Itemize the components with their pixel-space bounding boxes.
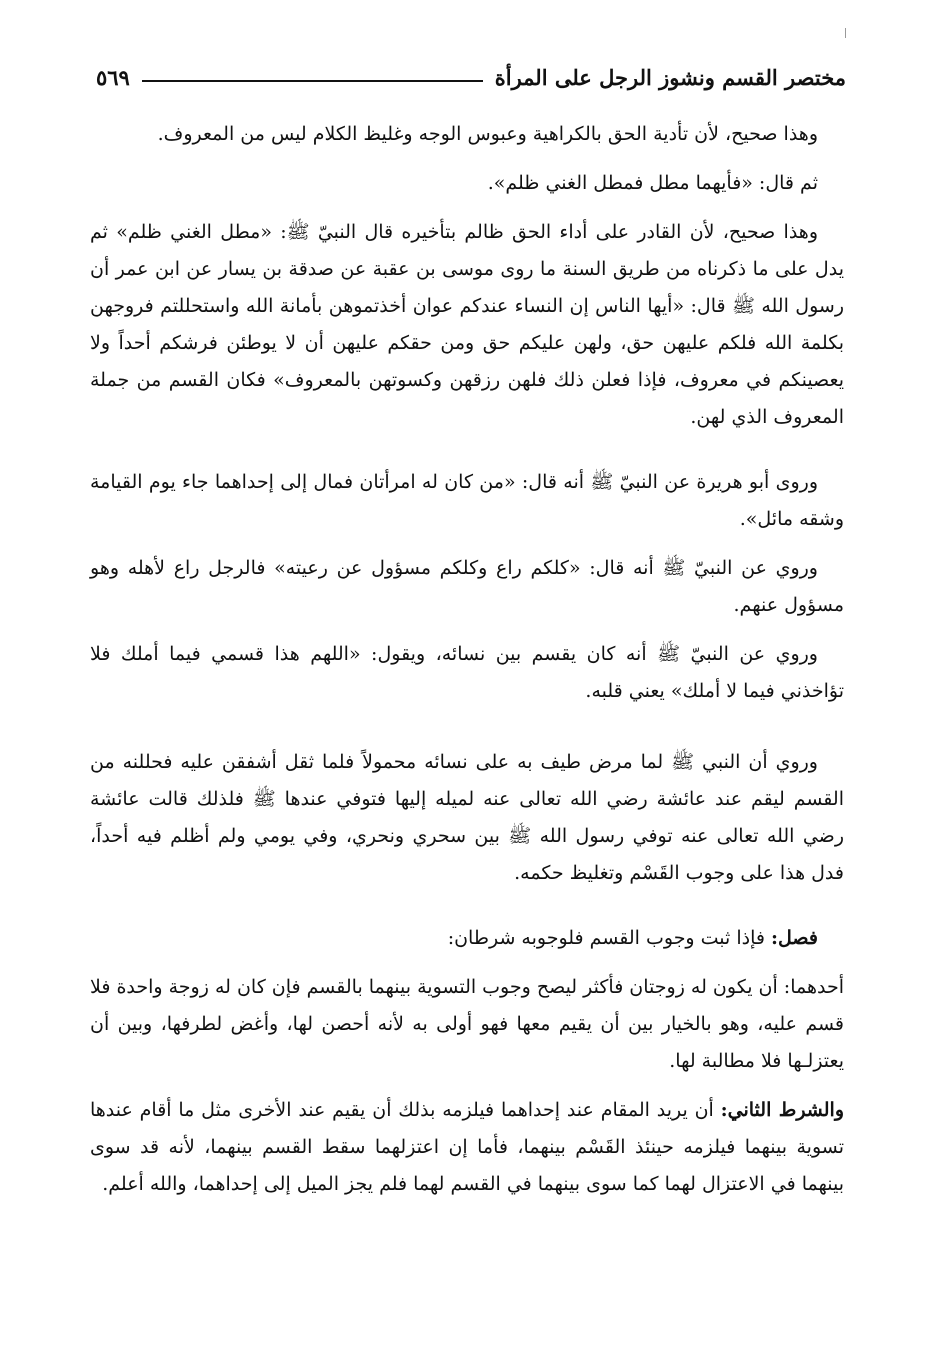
- condition-text: أن يريد المقام عند إحداهما فيلزمه بذلك أن يقيم عند الأخرى مثل ما أقام عندها تسوية بينهما فيلزمه حينئذ القَسْم بينهما، فأما إن اعتزلهما سقط القسم بينهما، لأنه قد سوى بينهما في الاعتزال لهما كما سوى بينهما في القسم لهما فلم يجز الميل إلى إحداهما، والله أعلم.: [90, 1099, 844, 1195]
- section-paragraph: [90, 920, 844, 957]
- paragraph: ثم قال: «فأيهما مطل فمطل الغني ظلم».: [487, 172, 818, 194]
- scan-mark: [845, 28, 846, 38]
- page-header: [96, 58, 846, 96]
- paragraph: أحدهما: أن يكون له زوجتان فأكثر ليصح وجوب التسوية بينهما بالقسم فإن كان له زوجة واحدة فلا قسم عليه، وهو بالخيار بين أن يقيم معها فهو أولى به لأنه أحصن لها، وأغض لطرفها، وبين أن يعتزلـها فلا مطالبة لها.: [90, 976, 844, 1072]
- section-heading: فصل:: [771, 927, 818, 949]
- paragraph: وروي أن النبي ﷺ لما مرض طيف به على نسائه محمولاً فلما ثقل أشفقن عليه فحللنه من القسم ليقم عند عائشة رضي الله تعالى عنه لميله إليها فتوفي عندها ﷺ فلذلك قالت عائشة رضي الله تعالى عنه توفي رسول الله ﷺ بين سحري ونحري، وفي يومي ولم أظلم فيه أحداً، فدل هذا على وجوب القَسْم وتغليظ حكمه.: [90, 751, 844, 884]
- header-rule: [142, 80, 483, 82]
- running-title: مختصر القسم ونشوز الرجل على المرأة: [494, 64, 846, 90]
- page-number: ٥٦٩: [96, 64, 130, 90]
- paragraph: وهذا صحيح، لأن تأدية الحق بالكراهية وعبوس الوجه وغليظ الكلام ليس من المعروف.: [157, 123, 818, 145]
- condition-heading: والشرط الثاني:: [720, 1099, 844, 1121]
- paragraph: وروى أبو هريرة عن النبيّ ﷺ أنه قال: «من كان له امرأتان فمال إلى إحداهما جاء يوم القيامة وشقه مائل».: [90, 471, 844, 530]
- paragraph: وروي عن النبيّ ﷺ أنه كان يقسم بين نسائه، ويقول: «اللهم هذا قسمي فيما أملك فلا تؤاخذني فيما لا أملك» يعني قلبه.: [90, 643, 844, 702]
- section-text: فإذا ثبت وجوب القسم فلوجوبه شرطان:: [447, 927, 772, 949]
- paragraph: وهذا صحيح، لأن القادر على أداء الحق ظالم بتأخيره قال النبيّ ﷺ: «مطل الغني ظلم» ثم يدل على ما ذكرناه من طريق السنة ما روى موسى بن عقبة عن صدقة بن يسار عن ابن عمر أن رسول الله ﷺ قال: «أيها الناس إن النساء عندكم عوان أخذتموهن بأمانة الله واستحللتم فروجهن بكلمة الله فلكم عليهن حق، ولهن عليكم حق ومن حقكم عليهن أن لا يوطئن فرشكم أحداً ولا يعصينكم في معروف، فإذا فعلن ذلك فلهن رزقهن وكسوتهن بالمعروف» فكان القسم من جملة المعروف الذي لهن.: [90, 221, 844, 428]
- condition-paragraph: [90, 1092, 844, 1203]
- paragraph: وروي عن النبيّ ﷺ أنه قال: «كلكم راع وكلكم مسؤول عن رعيته» فالرجل راع لأهله وهو مسؤول عنهم.: [90, 557, 844, 616]
- main-text: [90, 116, 844, 1215]
